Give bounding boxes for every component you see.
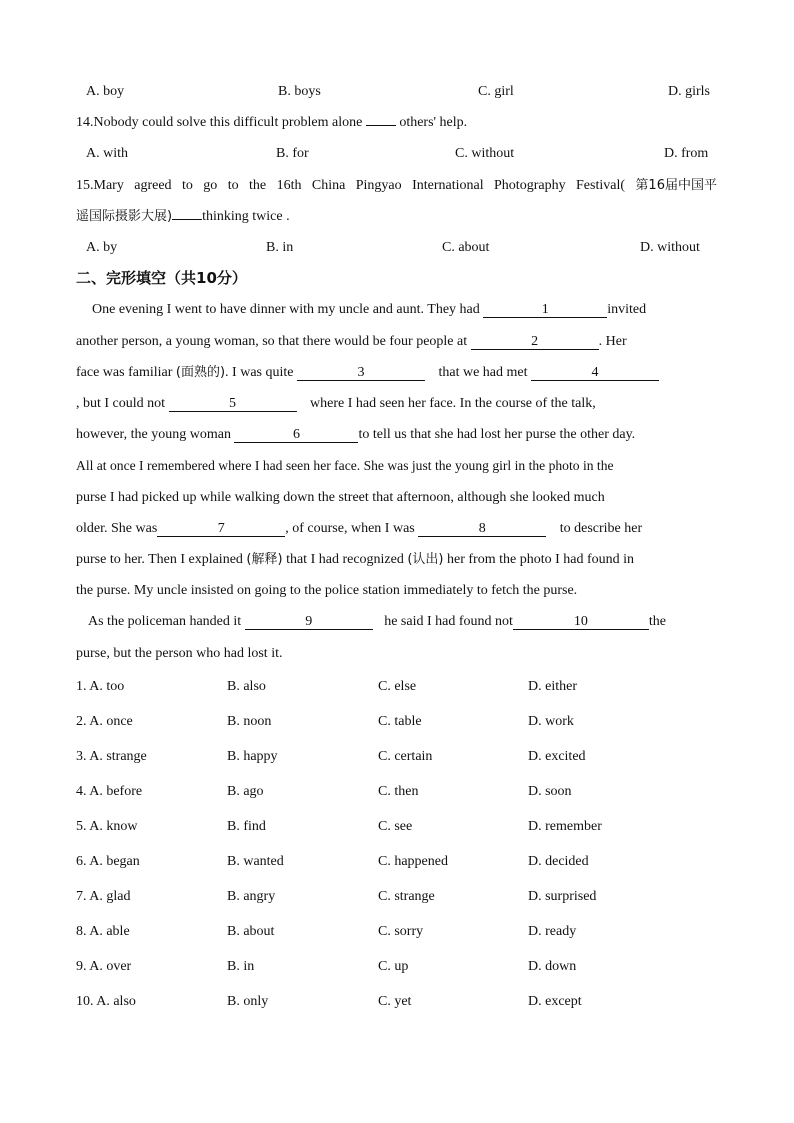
cloze-option-c: C. table [378,714,422,729]
cloze-option-b: B. find [227,819,266,834]
cloze-blank-7: 7 [157,521,285,537]
passage-line-11 [88,613,666,631]
passage-text: All at once I remembered where I had seen her face. She was just the young girl in the photo in the [76,458,614,473]
q15-blank [172,219,202,220]
cloze-option-d: D. remember [528,819,602,834]
passage-cjk-note: (解释) [246,552,283,567]
cloze-blank-10: 10 [513,614,649,630]
cloze-option-c: C. strange [378,889,435,904]
cloze-option-d: D. either [528,679,577,694]
passage-text: older. She was [76,521,158,536]
cloze-options-row [76,748,717,766]
cloze-blank-1: 1 [483,302,607,318]
q15-word: China [311,178,346,193]
q15-word: Festival( [576,178,625,193]
cloze-options-row [76,783,717,801]
q15-word: agreed [134,178,172,193]
q15-word: to [227,178,239,193]
passage-text: One evening I went to have dinner with my uncle and aunt. They had [92,302,480,317]
cloze-option-c: C. happened [378,854,448,869]
cloze-option-c: C. certain [378,749,433,764]
q13-option-d: D. girls [668,84,710,99]
q15-cjk-note: 遥国际摄影大展) [76,209,173,224]
passage-line-12 [76,645,282,663]
passage-text: that I had recognized [286,552,404,567]
cloze-option-d: D. soon [528,784,572,799]
q14-option-c: C. without [455,146,515,161]
q15-stem-line2 [76,208,290,226]
passage-line-6 [76,457,614,475]
q14-stem [76,114,467,132]
passage-text: the [648,614,666,629]
q15-word-cjk: 第16届中国平 [635,178,717,193]
cloze-option-a: 1. A. too [76,679,125,694]
cloze-option-d: D. decided [528,854,589,869]
passage-line-9 [76,551,634,569]
passage-text: , but I could not [76,396,166,411]
cloze-option-c: C. up [378,959,409,974]
cloze-option-a: 2. A. once [76,714,133,729]
cloze-blank-3: 3 [297,365,425,381]
cloze-option-d: D. except [528,994,582,1009]
cloze-option-a: 6. A. began [76,854,140,869]
passage-line-8 [76,520,642,538]
cloze-option-d: D. work [528,714,574,729]
passage-line-5 [76,426,635,444]
cloze-option-b: B. only [227,994,269,1009]
cloze-option-a: 8. A. able [76,924,130,939]
cloze-options-row [76,993,717,1011]
q15-word: International [412,178,484,193]
cloze-options-row [76,678,717,696]
passage-cjk-note: (面熟的) [175,365,226,380]
cloze-blank-6: 6 [234,427,358,443]
q15-word: go [203,178,218,193]
passage-text: to describe her [559,521,643,536]
q13-option-b: B. boys [278,84,321,99]
passage-line-2 [76,333,627,351]
cloze-option-a: 10. A. also [76,994,136,1009]
passage-text: to tell us that she had lost her purse the other day. [358,427,636,442]
passage-text: purse to her. Then I explained [76,552,243,567]
q14-stem-post: others' help. [399,115,468,130]
cloze-option-d: D. surprised [528,889,597,904]
cloze-option-a: 7. A. glad [76,889,131,904]
q15-stem-post: thinking twice . [202,209,290,224]
cloze-options-row [76,923,717,941]
q15-option-d: D. without [640,240,700,255]
cloze-blank-9: 9 [245,614,373,630]
q14-option-d: D. from [664,146,709,161]
passage-text: the purse. My uncle insisted on going to the police station immediately to fetch the purse. [76,583,578,598]
passage-text: invited [607,302,647,317]
cloze-blank-5: 5 [169,396,297,412]
passage-text: purse I had picked up while walking down the street that afternoon, although she looked much [76,490,605,505]
passage-text: face was familiar [76,365,173,380]
cloze-option-b: B. wanted [227,854,284,869]
passage-text: . I was quite [225,365,294,380]
q14-stem-pre: 14.Nobody could solve this difficult problem alone [76,115,363,130]
passage-line-4 [76,395,596,413]
passage-text: purse, but the person who had lost it. [76,646,283,661]
passage-text: that we had met [438,365,528,380]
cloze-blank-8: 8 [418,521,546,537]
cloze-option-c: C. sorry [378,924,424,939]
q15-word: to [181,178,193,193]
cloze-option-c: C. then [378,784,419,799]
q14-blank [366,125,396,126]
passage-line-10 [76,582,577,600]
q15-word: 15.Mary [76,178,124,193]
passage-text: however, the young woman [76,427,231,442]
q15-word: 16th [276,178,302,193]
cloze-options-row [76,818,717,836]
q15-option-c: C. about [442,240,490,255]
cloze-option-b: B. also [227,679,266,694]
q15-word: the [249,178,267,193]
passage-text: As the policeman handed it [88,614,242,629]
cloze-option-d: D. down [528,959,577,974]
q15-word: Pingyao [355,178,402,193]
cloze-option-b: B. ago [227,784,264,799]
q14-option-b: B. for [276,146,309,161]
cloze-options-row [76,888,717,906]
cloze-option-b: B. happy [227,749,278,764]
cloze-options-row [76,713,717,731]
cloze-option-c: C. else [378,679,417,694]
q14-option-a: A. with [86,146,128,161]
passage-text: another person, a young woman, so that there would be four people at [76,334,468,349]
q15-stem-line1 [76,177,717,195]
cloze-option-a: 9. A. over [76,959,132,974]
cloze-option-a: 3. A. strange [76,749,147,764]
cloze-option-d: D. excited [528,749,586,764]
passage-line-3 [76,364,659,382]
q15-option-b: B. in [266,240,294,255]
cloze-option-c: C. yet [378,994,412,1009]
cloze-option-a: 5. A. know [76,819,138,834]
cloze-blank-4: 4 [531,365,659,381]
section-heading-cloze: 二、完形填空（共10分） [76,269,247,287]
cloze-option-b: B. angry [227,889,276,904]
q15-option-a: A. by [86,240,118,255]
q13-option-c: C. girl [478,84,514,99]
passage-line-7 [76,489,605,507]
passage-text: . Her [598,334,627,349]
cloze-option-c: C. see [378,819,413,834]
cloze-option-d: D. ready [528,924,577,939]
q13-option-a: A. boy [86,84,125,99]
passage-text: where I had seen her face. In the course of the talk, [310,396,596,411]
passage-text: he said I had found not [384,614,513,629]
passage-cjk-note: (认出) [407,552,444,567]
cloze-option-b: B. noon [227,714,272,729]
passage-line-1 [92,301,646,319]
cloze-options-row [76,958,717,976]
passage-text: , of course, when I was [285,521,415,536]
cloze-option-a: 4. A. before [76,784,143,799]
cloze-option-b: B. about [227,924,275,939]
cloze-blank-2: 2 [471,334,599,350]
q15-word: Photography [494,178,566,193]
cloze-options-row [76,853,717,871]
cloze-option-b: B. in [227,959,255,974]
passage-text: her from the photo I had found in [447,552,635,567]
